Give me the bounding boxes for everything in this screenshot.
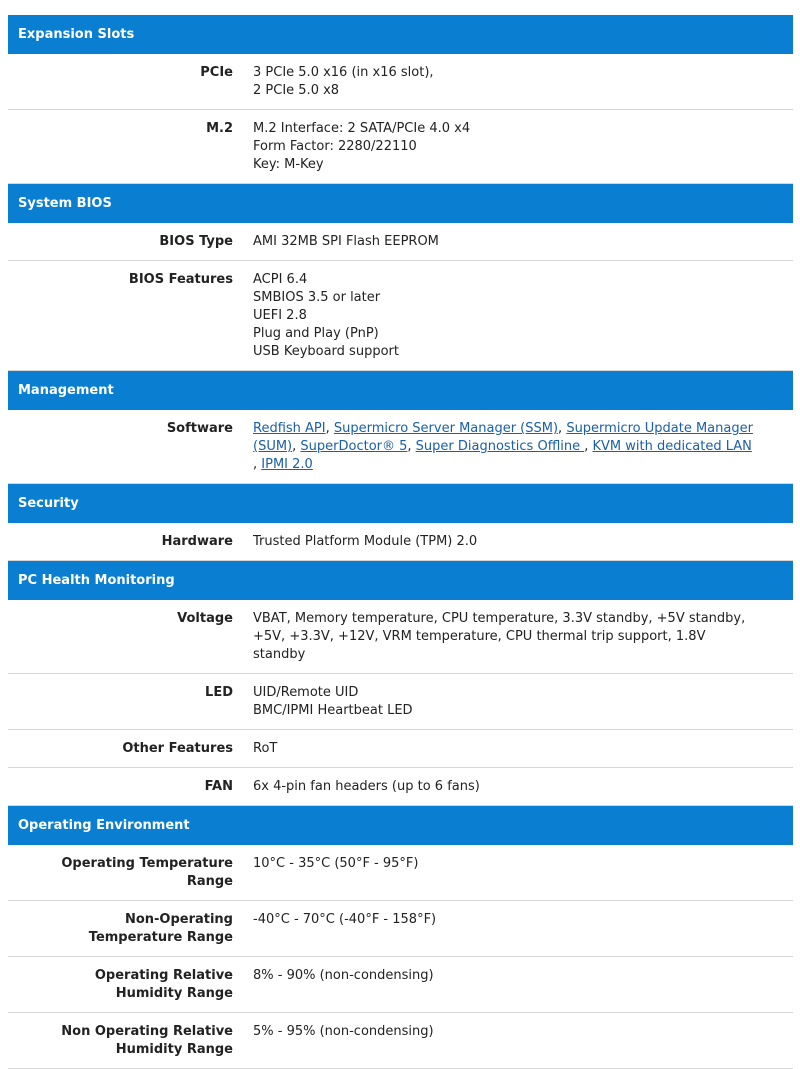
software-link-redfish-api[interactable]: Redfish API	[253, 421, 326, 436]
spec-value-line: 8% - 90% (non-condensing)	[253, 968, 434, 983]
spec-label: M.2	[206, 121, 233, 136]
spec-value-line: -40°C - 70°C (-40°F - 158°F)	[253, 912, 437, 927]
software-link-superdoctor-5[interactable]: SuperDoctor® 5	[300, 439, 408, 454]
spec-value	[233, 967, 793, 1003]
spec-value	[233, 778, 793, 796]
link-separator: ,	[253, 457, 262, 472]
spec-value-line: 5% - 95% (non-condensing)	[253, 1024, 434, 1039]
spec-row	[8, 957, 793, 1013]
section-header: PC Health Monitoring	[8, 561, 793, 600]
spec-value-line: ACPI 6.4	[253, 272, 308, 287]
spec-value-line: 2 PCIe 5.0 x8	[253, 83, 340, 98]
software-link-supermicro-server-manager-ssm[interactable]: Supermicro Server Manager (SSM)	[333, 421, 559, 436]
spec-row	[8, 261, 793, 371]
spec-value-line: UID/Remote UID	[253, 685, 359, 700]
section-security	[8, 484, 793, 561]
section-header: Operating Environment	[8, 806, 793, 845]
spec-value-line: UEFI 2.8	[253, 308, 307, 323]
spec-value	[233, 533, 793, 551]
spec-row	[8, 223, 793, 261]
spec-label: BIOS Type	[159, 234, 233, 249]
spec-row	[8, 1013, 793, 1069]
spec-label: Hardware	[161, 534, 233, 549]
spec-label: Non-Operating Temperature Range	[88, 912, 233, 945]
section-header: Management	[8, 371, 793, 410]
spec-value-line: Key: M-Key	[253, 157, 324, 172]
spec-value	[233, 1023, 793, 1059]
spec-row	[8, 110, 793, 184]
spec-value-line: 3 PCIe 5.0 x16 (in x16 slot),	[253, 65, 434, 80]
section-header: System BIOS	[8, 184, 793, 223]
spec-label: Voltage	[177, 611, 233, 626]
spec-label: Operating Temperature Range	[61, 856, 233, 889]
spec-value-line: 6x 4-pin fan headers (up to 6 fans)	[253, 779, 480, 794]
spec-value-line: AMI 32MB SPI Flash EEPROM	[253, 234, 439, 249]
spec-row	[8, 768, 793, 806]
software-link-kvm-with-dedicated-lan[interactable]: KVM with dedicated LAN	[592, 439, 752, 454]
section-expansion-slots	[8, 15, 793, 184]
spec-value-line: BMC/IPMI Heartbeat LED	[253, 703, 413, 718]
link-separator: ,	[584, 439, 593, 454]
section-pc-health-monitoring	[8, 561, 793, 806]
spec-label: Software	[166, 421, 233, 436]
spec-row	[8, 845, 793, 901]
spec-value-line: Form Factor: 2280/22110	[253, 139, 417, 154]
link-separator: ,	[325, 421, 334, 436]
spec-value	[233, 233, 793, 251]
spec-row	[8, 54, 793, 110]
spec-label: Operating Relative Humidity Range	[94, 968, 233, 1001]
spec-label: PCIe	[200, 65, 233, 80]
spec-value	[233, 271, 793, 361]
spec-row	[8, 730, 793, 768]
spec-table	[8, 15, 793, 1069]
spec-value	[233, 420, 793, 474]
software-link-super-diagnostics-offline[interactable]: Super Diagnostics Offline	[415, 439, 585, 454]
spec-value	[233, 740, 793, 758]
spec-row	[8, 600, 793, 674]
spec-row	[8, 901, 793, 957]
spec-value-line: 10°C - 35°C (50°F - 95°F)	[253, 856, 419, 871]
section-system-bios	[8, 184, 793, 371]
spec-value	[233, 64, 793, 100]
spec-label: FAN	[204, 779, 233, 794]
spec-value-line: Trusted Platform Module (TPM) 2.0	[253, 534, 478, 549]
section-header: Expansion Slots	[8, 15, 793, 54]
link-separator: ,	[407, 439, 416, 454]
spec-label: Non Operating Relative Humidity Range	[61, 1024, 233, 1057]
spec-row	[8, 410, 793, 484]
spec-value	[233, 855, 793, 891]
software-link-ipmi-2-0[interactable]: IPMI 2.0	[261, 457, 313, 472]
spec-row	[8, 523, 793, 561]
section-operating-environment	[8, 806, 793, 1069]
spec-value-line: Plug and Play (PnP)	[253, 326, 379, 341]
spec-value-line: VBAT, Memory temperature, CPU temperature, 3.3V standby, +5V standby, +5V, +3.3V, +12V, VRM temperature, CPU thermal trip support, 1.8V standby	[253, 611, 746, 662]
spec-row	[8, 674, 793, 730]
spec-value	[233, 120, 793, 174]
software-link-supermicro-update-manager-sum[interactable]: Supermicro Update Manager (SUM)	[253, 421, 753, 454]
section-header: Security	[8, 484, 793, 523]
spec-value	[233, 911, 793, 947]
link-separator: ,	[292, 439, 301, 454]
spec-value	[233, 610, 793, 664]
spec-value-line: M.2 Interface: 2 SATA/PCIe 4.0 x4	[253, 121, 471, 136]
link-separator: ,	[558, 421, 567, 436]
spec-value-line: RoT	[253, 741, 278, 756]
spec-label: BIOS Features	[128, 272, 233, 287]
spec-value-line: USB Keyboard support	[253, 344, 399, 359]
spec-label: Other Features	[122, 741, 233, 756]
section-management	[8, 371, 793, 484]
spec-value	[233, 684, 793, 720]
spec-value-line: SMBIOS 3.5 or later	[253, 290, 381, 305]
spec-label: LED	[205, 685, 233, 700]
